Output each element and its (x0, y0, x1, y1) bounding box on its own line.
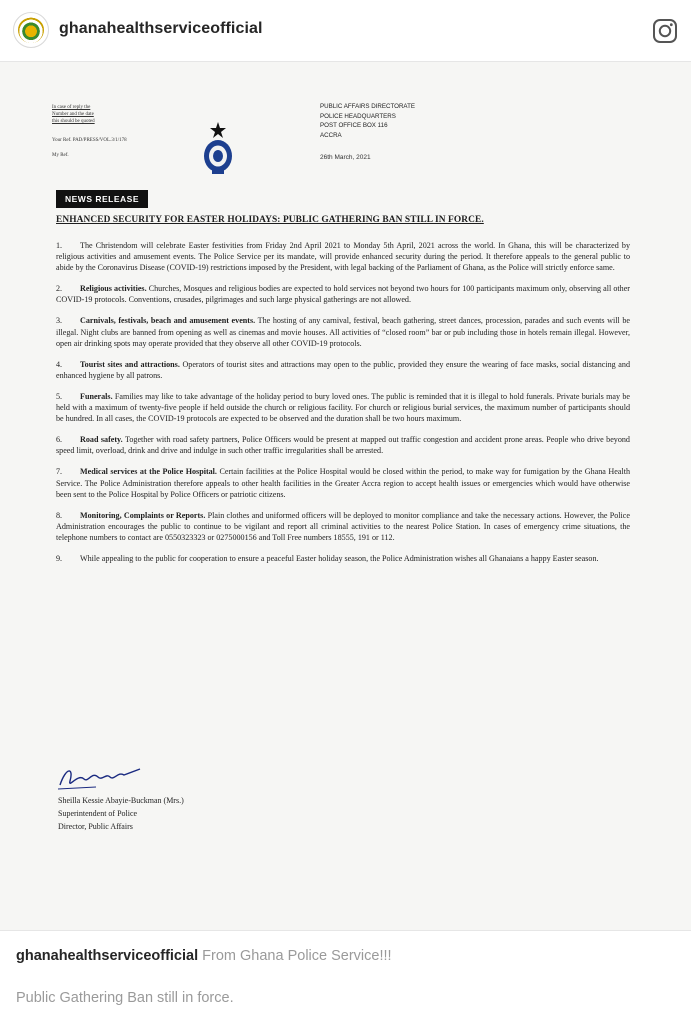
paragraph: 1. The Christendom will celebrate Easter festivities from Friday 2nd April 2021 to Monday 5th April, 2021 across the world. In Ghana, this will be characterized by religious activities and amusement events. The Police Service per its mandate, will provide enhanced security during the period. It therefore appeals to the general public to abide by the Coronavirus Disease (COVID-19) restrictions imposed by the President, with legal backing of the Parliament of Ghana, as the Police will strictly enforce same. (56, 241, 630, 273)
post-caption (0, 930, 691, 1025)
news-release-label: NEWS RELEASE (56, 190, 148, 208)
paragraph: 5. Funerals. Families may like to take advantage of the holiday period to bury loved ones. The public is reminded that it is illegal to hold funerals. Private burials may be held with a maximum of twenty-five people if held outside the church or religious facility. For church or religious burial services, the maximum number of participants should be hundred. In all cases, the COVID-19 protocols are expected to be observed and the duration shall be two hours maximum. (56, 391, 630, 424)
paragraph: 9. While appealing to the public for cooperation to ensure a peaceful Easter holiday season, the Police Administration wishes all Ghanaians a happy Easter season. (56, 553, 599, 563)
your-ref: Your Ref. PAD/PRESS/VOL.3/1/178 (52, 138, 127, 143)
paragraph: 4. Tourist sites and attractions. Operators of tourist sites and attractions may open to the public, provided they ensure the wearing of face masks, social distancing and enhanced hygiene by all patrons. (56, 359, 630, 380)
post-header (0, 0, 691, 62)
paragraph: 8. Monitoring, Complaints or Reports. Plain clothes and uniformed officers will be deployed to monitor compliance and take the necessary actions. However, the Police Administration encourages the public to continue to be vigilant and report all criminal activities to the nearest Police Station. In cases of emergency crime situations, the telephone numbers to contact are 0550323323 or 0275000156 and Toll Free numbers 18555, 191 or 112. (56, 510, 630, 542)
post-image (0, 62, 691, 930)
paragraph-list (56, 240, 630, 574)
ghana-health-service-logo-icon (18, 17, 44, 43)
instagram-icon[interactable] (652, 18, 678, 44)
caption-text: From Ghana Police Service!!! (202, 948, 392, 964)
paragraph: 3. Carnivals, festivals, beach and amusement events. The hosting of any carnival, festival, beach gathering, street dances, procession, parades and such events will be illegal. Night clubs are banned from opening as well as cinemas and movie houses. All activities of “closed room” bar or pub including those in hotels remain illegal. However, open air drinking spots may operate provided that they observe all other COVID-19 protocols. (56, 316, 630, 348)
my-ref: My Ref. (52, 153, 69, 158)
release-date: 26th March, 2021 (320, 154, 371, 161)
headline: ENHANCED SECURITY FOR EASTER HOLIDAYS: PUBLIC GATHERING BAN STILL IN FORCE. (56, 215, 484, 225)
reply-instructions: In case of reply the Number and the date this should be quoted (52, 105, 95, 124)
paragraph: 2. Religious activities. Churches, Mosques and religious bodies are expected to hold services not beyond two hours for 100 participants maximum only, observing all other COVID-19 protocols. Conventions, crusades, pilgrimages and such large physical gatherings are not allowed. (56, 284, 630, 305)
post-username[interactable]: ghanahealthserviceofficial (59, 20, 263, 37)
caption-text-line2: Public Gathering Ban still in force. (16, 990, 234, 1006)
police-crest-icon (200, 120, 236, 176)
signature (56, 763, 146, 793)
caption-username[interactable]: ghanahealthserviceofficial (16, 948, 199, 964)
paragraph: 7. Medical services at the Police Hospital. Certain facilities at the Police Hospital would be closed within the period, to make way for fumigation by the Ghana Health Service. The Police Administration therefore appeals to other health facilities in the Greater Accra region to accept health issues or emergencies which would have otherwise been sent to the Police Hospital by Police Officers or patriotic citizens. (56, 467, 630, 499)
address-block: PUBLIC AFFAIRS DIRECTORATE POLICE HEADQUARTERS POST OFFICE BOX 116 ACCRA (320, 103, 416, 139)
paragraph: 6. Road safety. Together with road safety partners, Police Officers would be present at mapped out traffic congestion and accident prone areas. People who drive beyond speed limit, overload, drink and drive and indulge in such other traffic irregularities shall be arrested. (56, 435, 630, 456)
caption-line (16, 948, 392, 964)
signatory-block: Sheilla Kessie Abayie-Buckman (Mrs.) Superintendent of Police Director, Public Affairs (58, 796, 184, 831)
avatar[interactable] (13, 12, 49, 48)
